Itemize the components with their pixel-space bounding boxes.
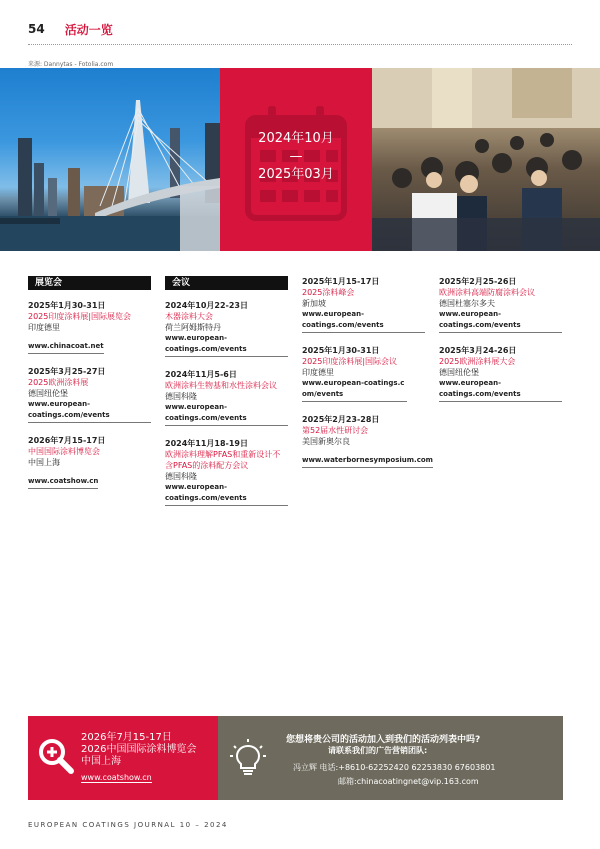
column-heading-conferences: 会议 (165, 276, 288, 290)
event-name: 第52届水性研讨会 (302, 426, 369, 435)
event-name: 2025欧洲涂料展大会 (439, 357, 516, 366)
event-link[interactable]: www.european-coatings.com/events (28, 399, 151, 423)
date-end: 2025年03月 (258, 167, 334, 182)
page-number: 54 (28, 22, 45, 36)
promo-link[interactable]: www.coatshow.cn (81, 773, 152, 782)
event-location: 印度德里 (28, 323, 60, 332)
events-column-exhibitions (28, 276, 151, 501)
event-name: 2025涂料峰会 (302, 288, 355, 297)
event-item (302, 276, 425, 333)
conference-photo (372, 68, 600, 251)
event-item (439, 345, 562, 402)
event-date: 2025年1月30-31日 (28, 301, 106, 310)
event-location: 德国杜塞尔多夫 (439, 299, 495, 308)
contact-email[interactable]: 邮箱:chinacoatingnet@vip.163.com (338, 777, 479, 786)
contact-panel (218, 716, 563, 800)
event-name: 木器涂料大会 (165, 312, 213, 321)
event-location: 美国新奥尔良 (302, 437, 350, 446)
event-date: 2025年1月15-17日 (302, 277, 380, 286)
image-credit: 来源: Dannytas - Fotolia.com (28, 61, 114, 68)
event-location: 德国科隆 (165, 392, 197, 401)
event-item (165, 369, 288, 426)
event-date: 2025年3月24-26日 (439, 346, 517, 355)
events-column-conferences-2 (302, 276, 433, 480)
event-item (28, 435, 151, 489)
event-link[interactable]: www.european-coatings.com/events (439, 378, 562, 402)
column-heading-exhibitions: 展览会 (28, 276, 151, 290)
event-date: 2025年2月23-28日 (302, 415, 380, 424)
event-link[interactable]: www.european-coatings.com/events (165, 482, 288, 506)
event-item (28, 366, 151, 423)
event-link[interactable]: www.european-coatings.com/events (439, 309, 562, 333)
events-column-conferences (165, 276, 288, 518)
coatshow-promo (28, 716, 218, 800)
promo-date: 2026年7月15-17日 (81, 732, 172, 743)
event-location: 荷兰阿姆斯特丹 (165, 323, 221, 332)
event-name: 中国国际涂料博览会 (28, 447, 100, 456)
search-plus-icon (36, 736, 76, 776)
event-name: 欧洲涂料高端防腐涂料会议 (439, 288, 535, 297)
date-dash: — (289, 149, 303, 164)
header-divider (28, 44, 572, 45)
event-date: 2025年3月25-27日 (28, 367, 106, 376)
bridge-photo (0, 68, 220, 251)
contact-question: 您想将贵公司的活动加入到我们的活动列表中吗? (286, 735, 481, 745)
event-name: 2025印度涂料展|国际会议 (302, 357, 398, 366)
event-link[interactable]: www.chinacoat.net (28, 341, 104, 354)
event-item (439, 276, 562, 333)
contact-phone: 冯立辉 电话:+8610-62252420 62253830 67603801 (293, 763, 496, 772)
audience-illustration (372, 68, 600, 251)
event-link[interactable]: www.european-coatings.com/events (165, 333, 288, 357)
date-range (220, 130, 372, 184)
date-start: 2024年10月 (258, 131, 334, 146)
event-date: 2026年7月15-17日 (28, 436, 106, 445)
event-location: 德国纽伦堡 (439, 368, 479, 377)
contact-prompt: 请联系我们的广告营销团队: (328, 746, 428, 755)
calendar-panel (220, 68, 372, 251)
events-column-conferences-3 (439, 276, 562, 414)
banner (0, 68, 600, 251)
section-title: 活动一览 (64, 22, 113, 37)
event-item (28, 300, 151, 354)
event-item (165, 438, 288, 506)
event-name: 2025欧洲涂料展 (28, 378, 89, 387)
page-header (28, 20, 113, 38)
event-location: 新加坡 (302, 299, 326, 308)
event-item (302, 414, 433, 468)
event-date: 2025年1月30-31日 (302, 346, 380, 355)
event-link[interactable]: www.european-coatings.com/events (302, 378, 407, 402)
event-name: 欧洲涂料生物基和水性涂料会议 (165, 381, 277, 390)
bridge-skyline-illustration (0, 68, 220, 251)
promo-event: 2026中国国际涂料博览会 (81, 744, 197, 755)
event-location: 中国上海 (28, 458, 60, 467)
event-date: 2024年11月5-6日 (165, 370, 237, 379)
promo-location: 中国上海 (81, 756, 121, 767)
event-date: 2024年10月22-23日 (165, 301, 248, 310)
event-location: 德国科隆 (165, 472, 197, 481)
event-link[interactable]: www.european-coatings.com/events (302, 309, 425, 333)
page-footer: EUROPEAN COATINGS JOURNAL 10 – 2024 (28, 821, 228, 829)
event-item (302, 345, 425, 402)
event-date: 2024年11月18-19日 (165, 439, 248, 448)
event-location: 印度德里 (302, 368, 334, 377)
lightbulb-icon (230, 738, 266, 778)
event-link[interactable]: www.european-coatings.com/events (165, 402, 288, 426)
event-location: 德国纽伦堡 (28, 389, 68, 398)
event-name: 2025印度涂料展|国际展览会 (28, 312, 132, 321)
event-date: 2025年2月25-26日 (439, 277, 517, 286)
promo-text (81, 732, 196, 768)
event-link[interactable]: www.waterbornesymposium.com (302, 455, 433, 468)
event-name: 欧洲涂料理解PFAS和重新设计不含PFAS的涂料配方会议 (165, 450, 281, 470)
event-link[interactable]: www.coatshow.cn (28, 476, 98, 489)
event-item (165, 300, 288, 357)
